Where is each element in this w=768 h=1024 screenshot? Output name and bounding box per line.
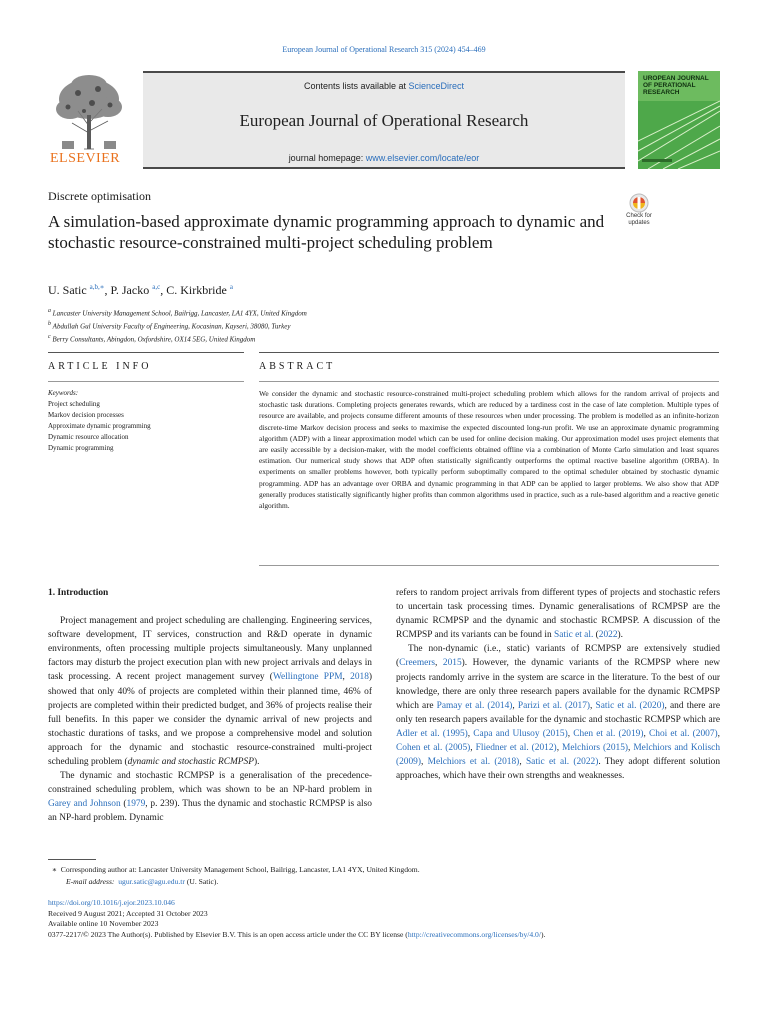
affiliation-mark: c [48, 333, 51, 340]
text-run: refers to random project arrivals from different types of projects and stochastic refers to uncertain task processing times. Dynamic generalisations of RCMPSP are the dynamic RCMPSP and the dynamic and stochastic RCMPSP. A discussion of the RCMPSP and its variants can be found in [396, 588, 720, 641]
keywords-label: Keywords: [48, 389, 79, 397]
footnote-divider [48, 859, 96, 860]
citation-link[interactable]: 1979 [126, 799, 146, 810]
divider [259, 381, 719, 382]
citation-link[interactable]: 2015 [442, 658, 462, 669]
divider [259, 565, 719, 566]
author-affiliation-mark[interactable]: a [229, 283, 233, 291]
citation-link[interactable]: Melchiors (2015) [562, 743, 629, 754]
author-affiliation-mark[interactable]: a,b,∗ [89, 283, 105, 291]
author-affiliation-mark[interactable]: a,c [152, 283, 161, 291]
paragraph [48, 769, 372, 825]
keyword-item: Dynamic programming [48, 444, 114, 452]
crossmark-label: Check for updates [626, 213, 652, 226]
affiliations [48, 306, 307, 344]
citation-link[interactable]: Parizi et al. (2017) [517, 700, 591, 711]
available-online: Available online 10 November 2023 [48, 919, 159, 929]
publication-info [48, 898, 720, 940]
text-run: , [342, 672, 351, 683]
email-link[interactable]: ugur.satic@agu.edu.tr [118, 877, 185, 886]
section-heading-introduction: 1. Introduction [48, 588, 109, 598]
keyword-item: Dynamic resource allocation [48, 433, 129, 441]
citation-link[interactable]: Chen et al. (2019) [573, 728, 644, 739]
keyword-item: Approximate dynamic programming [48, 422, 151, 430]
cover-title: UROPEAN JOURNAL OF PERATIONAL RESEARCH [643, 75, 709, 96]
affiliation-text: Abdullah Gul University Faculty of Engineering, Kocasinan, Kayseri, 38080, Turkey [52, 322, 291, 331]
author-name: P. Jacko [110, 283, 150, 297]
author-name: C. Kirkbride [166, 283, 227, 297]
divider [48, 352, 244, 353]
citation-link[interactable]: Pamay et al. (2014) [436, 700, 513, 711]
footnote-mark: ∗ [51, 865, 57, 874]
paper-title: A simulation-based approximate dynamic programming approach to dynamic and stochastic resource-constrained multi-project scheduling problem [48, 212, 605, 252]
divider [48, 381, 244, 382]
paragraph: refers to random project arrivals from different types of projects and stochastic refers to uncertain task processing times. Dynamic generalisations of RCMPSP are the dynamic RCMPSP and the dynamic and stochastic RCMPSP. A discussion of the RCMPSP and its variants can be found in Satic et al. (2022). [396, 588, 720, 641]
text-run: ) showed that only 40% of projects are completed within their planned time, 46% of projects are completed within their predicted budget, and 36% of projects realise their full benefits. In this paper we consider the dynamic arrival of new projects and stochastic durations of tasks, and we propose a comprehensive model and solution approach for the dynamic and stochastic resource-constrained multi-project scheduling problem ( [48, 672, 373, 768]
license-text: 0377-2217/© 2023 The Author(s). Published by Elsevier B.V. This is an open access article under the CC BY license ( [48, 929, 408, 939]
affiliation-mark: a [48, 308, 51, 314]
affiliation-item [48, 319, 307, 332]
abstract-text: We consider the dynamic and stochastic resource-constrained multi-project scheduling problem which allows for the random arrival of projects and stochastic task durations. Completing projects generates rewards, which are reduced by a tardiness cost in the case of late completion. Multiple types of resource are available, and projects consume different amounts of these resources when under processing. The problem is modelled as an infinite-horizon discrete-time Markov decision process and seeks to maximise the expected discounted long-run profit. We use an approximate dynamic programming algorithm (ADP) with a linear approximation model which can be used for online decision making. Our approximation model uses project elements that are easily accessible by a decision-maker, with the model coefficients obtained offline via a combination of Monte Carlo simulation and least squares estimation. Our numerical study shows that ADP often statistically significantly outperforms the optimal reactive baseline algorithm (ORBA). In experiments on smaller problems however, both typically perform suboptimally compared to the optimal scheduler obtained by stochastic dynamic programming. ADP has an advantage over ORBA and dynamic programming in that ADP can be applied to larger problems. We also show that ADP generally produces statistically significantly higher profits than common algorithms used in practice, such as a rule-based algorithm and a reactive genetic algorithm. [259, 389, 719, 511]
text-run: The non-dynamic (i.e., static) variants of RCMPSP are extensively studied ( [396, 644, 720, 669]
footnote [48, 864, 720, 888]
author-list: U. Satic $^{a,b,∗}$, P. Jacko $^{a,c}$, C. Kirkbride $^a$ [48, 283, 233, 297]
elsevier-logo [48, 71, 130, 169]
journal-title: European Journal of Operational Research [239, 111, 529, 130]
footnote-email [48, 876, 720, 888]
text-run: ). [253, 757, 260, 768]
text-run: dynamic and stochastic RCMPSP [127, 757, 254, 768]
citation-link[interactable]: Wellingtone PPM [272, 672, 343, 683]
homepage-prefix: journal homepage: [288, 153, 366, 163]
article-info-heading: ARTICLE INFO [48, 361, 152, 372]
journal-reference[interactable]: European Journal of Operational Research 315 (2024) 454–469 [282, 45, 486, 54]
elsevier-tree-icon [48, 71, 130, 151]
text-run: , and there are only ten research papers available for the dynamic and stochastic RCMPSP which are [396, 700, 721, 725]
citation-link[interactable]: Garey and Johnson [48, 799, 121, 810]
text-run: Project management and project scheduling are challenging. Engineering services, software development, IT services, construction and R&D operate in dynamic environments, often processing multiple projects simultaneously. Many unplanned factors may disturb the project execution plan with new project arrivals and delays in task processing. A recent project management survey ( [48, 616, 372, 683]
received-dates: Received 9 August 2021; Accepted 31 October 2023 [48, 908, 208, 918]
contents-prefix: Contents lists available at [303, 81, 409, 91]
crossmark-icon [620, 193, 658, 213]
citation-link[interactable]: Fliedner et al. (2012) [475, 743, 557, 754]
text-run: ). However, the dynamic variants of the RCMPSP where new projects randomly arrive in the system are scarce in the literature. To the best of our knowledge, there are only three research papers available for the dynamic RCMPSP which are [396, 658, 721, 711]
sciencedirect-link[interactable]: ScienceDirect [408, 81, 465, 91]
keyword-item: Project scheduling [48, 400, 100, 408]
citation-link[interactable]: Cohen et al. (2005) [396, 743, 471, 754]
doi-link[interactable]: https://doi.org/10.1016/j.ejor.2023.10.046 [48, 898, 175, 907]
affiliation-item [48, 332, 307, 345]
affiliation-mark: b [48, 320, 51, 327]
license-line [48, 930, 720, 941]
body-column-left [48, 586, 372, 826]
citation-link[interactable]: Satic et al. (2022) [525, 757, 599, 768]
text-run: . They adopt different solution approaches, which have their own strengths and weaknesses. [396, 757, 721, 782]
citation-link[interactable]: Melchiors and Kolisch (2009) [396, 743, 721, 768]
abstract-heading: ABSTRACT [259, 361, 336, 372]
affiliation-text: Berry Consultants, Abingdon, Oxfordshire, OX14 5EG, United Kingdom [52, 334, 256, 343]
paragraph: The non-dynamic (i.e., static) variants of RCMPSP are extensively studied (Creemers, 2015). However, the dynamic variants of the RCMPSP where new projects randomly arrive in the system are scarce in the literature. To the best of our knowledge, there are only three research papers available for the dynamic RCMPSP which are Pamay et al. (2014), Parizi et al. (2017), Satic et al. (2020), and there are only ten research papers available for the dynamic and stochastic RCMPSP which are Adler et al. (1995), Capa and Ulusoy (2015), Chen et al. (2019), Choi et al. (2007), Cohen et al. (2005), Fliedner et al. (2012), Melchiors (2015), Melchiors and Kolisch (2009), Melchiors et al. (2018), Satic et al. (2022). They adopt different solution approaches, which have their own strengths and weaknesses. [396, 644, 721, 782]
text-run: ( [120, 799, 127, 810]
citation-link[interactable]: Capa and Ulusoy (2015) [473, 728, 568, 739]
citation-link[interactable]: Satic et al. (2020) [595, 700, 665, 711]
text-run: The dynamic and stochastic RCMPSP is a generalisation of the precedence-constrained scheduling problem, which was shown to be an NP-hard problem in [48, 771, 372, 796]
homepage-link[interactable]: www.elsevier.com/locate/eor [365, 153, 480, 163]
homepage-line [143, 153, 625, 163]
author-name: U. Satic [48, 283, 87, 297]
citation-link[interactable]: Satic et al. [553, 630, 594, 641]
journal-cover-image[interactable] [638, 71, 720, 169]
footnote-text: Corresponding author at: Lancaster University Management School, Bailrigg, Lancaster, LA1 4YX, United Kingdom. [60, 865, 420, 874]
license-link[interactable]: http://creativecommons.org/licenses/by/4.0/ [407, 929, 541, 939]
license-text: ). [540, 929, 546, 939]
citation-link[interactable]: 2022 [598, 630, 618, 641]
contents-line [143, 81, 625, 91]
article-category: Discrete optimisation [48, 189, 151, 203]
check-for-updates-button[interactable] [620, 193, 658, 233]
text-run: , p. 239). Thus the dynamic and stochastic RCMPSP is also an NP-hard problem. Dynamic [48, 799, 372, 824]
citation-link[interactable]: Melchiors et al. (2018) [427, 757, 520, 768]
elsevier-wordmark: ELSEVIER [50, 151, 121, 166]
citation-link[interactable]: Creemers [399, 658, 436, 669]
journal-banner [48, 71, 720, 169]
footnote-corresponding [48, 864, 720, 876]
citation-link[interactable]: 2018 [350, 672, 369, 683]
email-suffix: (U. Satic). [186, 877, 219, 886]
email-label: E-mail address: [66, 877, 115, 886]
divider [259, 352, 719, 353]
keyword-item: Markov decision processes [48, 411, 124, 419]
keywords [48, 388, 244, 454]
body-column-right [396, 586, 720, 783]
citation-link[interactable]: Choi et al. (2007) [649, 728, 718, 739]
affiliation-item [48, 306, 307, 319]
citation-link[interactable]: Adler et al. (1995) [396, 728, 468, 739]
affiliation-text: Lancaster University Management School, Bailrigg, Lancaster, LA1 4YX, United Kingdom [52, 309, 307, 318]
paragraph [48, 614, 372, 769]
banner-center [143, 71, 625, 169]
